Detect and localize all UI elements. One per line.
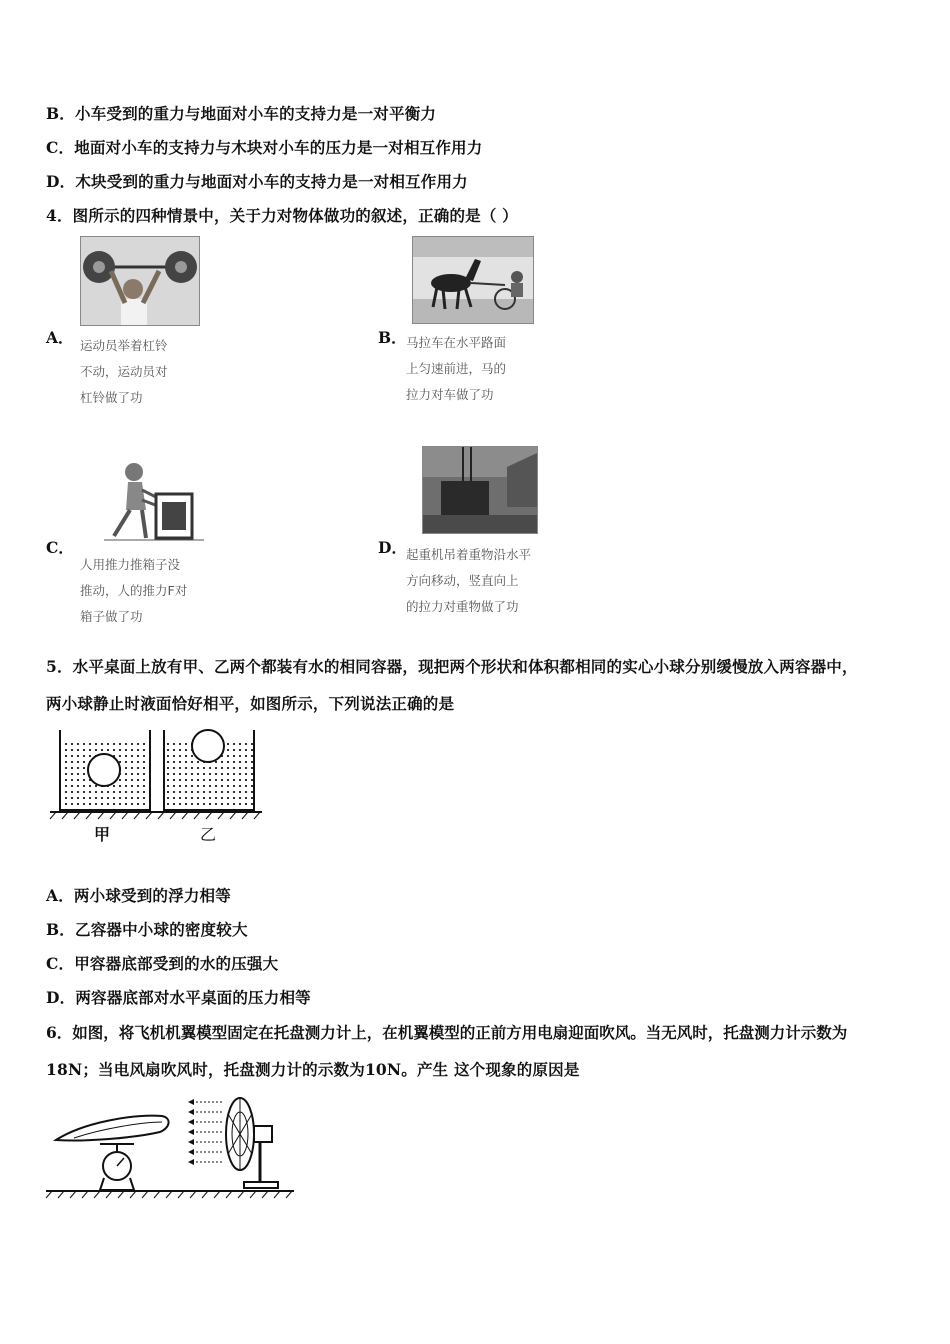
option-c-prev: C．地面对小车的支持力与木块对小车的压力是一对相互作用力 bbox=[46, 138, 483, 157]
containers-figure bbox=[46, 724, 266, 848]
q4-stem: 4．图所示的四种情景中，关于力对物体做功的叙述，正确的是（ ） bbox=[46, 206, 518, 225]
q4-option-a-letter: A． bbox=[46, 328, 74, 347]
option-d-prev: D．木块受到的重力与地面对小车的支持力是一对相互作用力 bbox=[46, 172, 468, 191]
q4-option-d-caption: 起重机吊着重物沿水平 方向移动，竖直向上 的拉力对重物做了功 bbox=[406, 547, 532, 614]
weightlifter-photo bbox=[80, 236, 200, 326]
q5-option-c: C．甲容器底部受到的水的压强大 bbox=[46, 954, 279, 973]
pushing-box-drawing bbox=[96, 460, 206, 550]
q4-option-c-caption: 人用推力推箱子没 推动，人的推力F对 箱子做了功 bbox=[80, 557, 188, 624]
container-label-yi: 乙 bbox=[200, 825, 217, 844]
q5-option-a: A．两小球受到的浮力相等 bbox=[46, 886, 231, 905]
q5-option-d: D．两容器底部对水平桌面的压力相等 bbox=[46, 988, 311, 1007]
q4-option-b-caption: 马拉车在水平路面 上匀速前进，马的 拉力对车做了功 bbox=[406, 335, 507, 402]
horse-cart-photo bbox=[412, 236, 534, 324]
q6-stem-line2: 18N；当电风扇吹风时，托盘测力计的示数为10N。产生 这个现象的原因是 bbox=[46, 1060, 580, 1079]
option-b-prev: B．小车受到的重力与地面对小车的支持力是一对平衡力 bbox=[46, 104, 437, 123]
q6-stem-line1: 6．如图，将飞机机翼模型固定在托盘测力计上，在机翼模型的正前方用电扇迎面吹风。当无风时，托盘测力计示数为 bbox=[46, 1023, 848, 1042]
q5-stem-line1: 5．水平桌面上放有甲、乙两个都装有水的相同容器，现把两个形状和体积都相同的实心小球分别缓慢放入两容器中， bbox=[46, 657, 858, 676]
q5-option-b: B．乙容器中小球的密度较大 bbox=[46, 920, 248, 939]
q4-option-a-caption: 运动员举着杠铃 不动，运动员对 杠铃做了功 bbox=[80, 338, 168, 405]
q4-option-b-letter: B． bbox=[378, 328, 407, 347]
container-label-jia: 甲 bbox=[94, 825, 111, 844]
q4-option-d-letter: D． bbox=[378, 538, 407, 557]
wing-fan-figure bbox=[44, 1094, 296, 1206]
crane-photo bbox=[422, 446, 538, 534]
q4-option-c-letter: C． bbox=[46, 538, 74, 557]
q5-stem-line2: 两小球静止时液面恰好相平，如图所示，下列说法正确的是 bbox=[46, 694, 455, 713]
